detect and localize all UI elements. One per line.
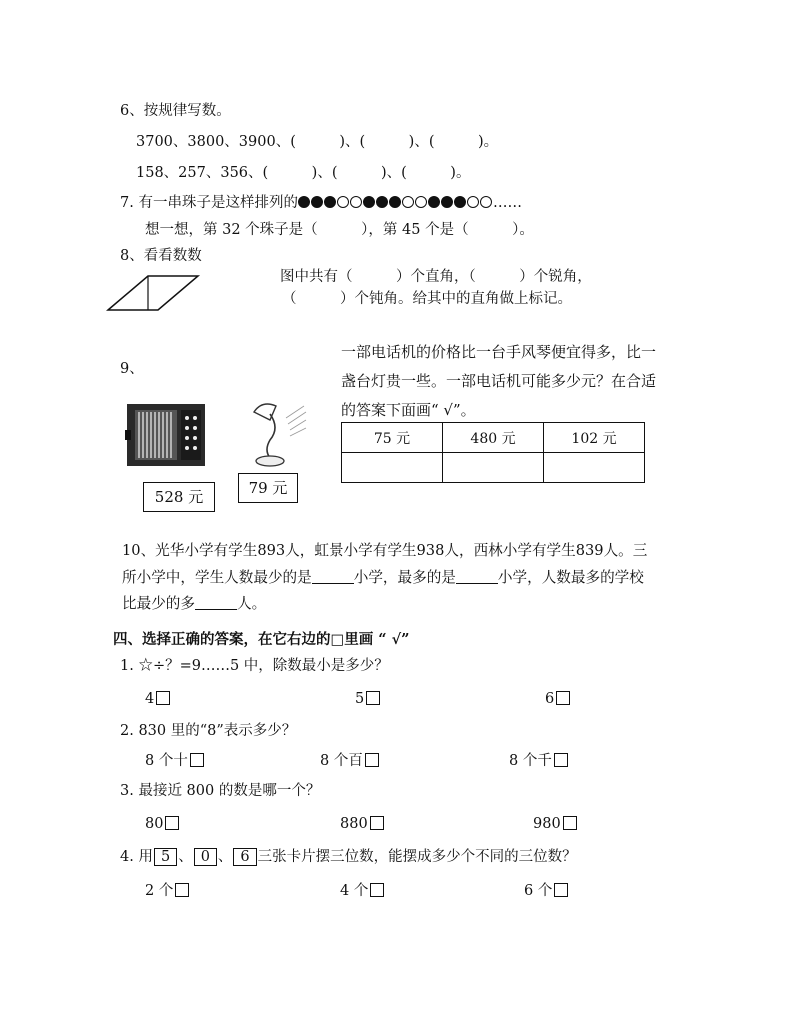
q9-text-3: 的答案下面画“ √”。 [341,401,476,419]
black-bead-icon [311,196,323,208]
checkbox[interactable] [365,753,379,767]
s4-q4-option-a [145,882,189,900]
s4-q1-option-c [545,690,570,708]
q9-text-2: 盏台灯贵一些。一部电话机可能多少元？在合适 [341,372,657,390]
checkbox[interactable] [370,883,384,897]
q7-suffix: …… [492,195,522,211]
option-label: 980 [533,816,561,832]
number-card-6: 6 [233,848,256,866]
white-bead-icon [402,196,414,208]
white-bead-icon [337,196,349,208]
q7-line-1 [120,194,522,212]
checkbox[interactable] [554,753,568,767]
s4-q4-option-b [340,882,384,900]
s4-q4-text [120,848,577,866]
option-label: 80 [145,816,164,832]
answer-blank-most[interactable] [456,569,498,584]
checkbox[interactable] [556,691,570,705]
answer-blank-difference[interactable] [195,595,237,610]
price-option-1: 75 元 [342,423,443,453]
q10-line-3b: 人。 [236,595,267,612]
q9-text-1: 一部电话机的价格比一台手风琴便宜得多，比一 [341,343,657,361]
black-bead-icon [428,196,440,208]
option-label: 6 [545,691,555,707]
q8-title: 8、看看数数 [120,248,202,264]
section-4-title: 四、选择正确的答案，在它右边的□里画 “ √” [113,631,410,648]
checkbox[interactable] [190,753,204,767]
q6-sequence-2: 158、257、356、( )、( )、( )。 [136,165,471,181]
q9-number: 9、 [120,361,144,377]
q10-line-1: 10、光华小学有学生893人，虹景小学有学生938人，西林小学有学生839人。三 [122,542,648,559]
s4-q2-text: 2. 830 里的“8”表示多少？ [120,723,297,739]
bead-sequence [298,195,493,211]
s4-q1-text: 1. ☆÷？=9……5 中，除数最小是多少？ [120,658,389,674]
separator: 、 [217,849,233,865]
checkbox[interactable] [554,883,568,897]
checkbox[interactable] [370,816,384,830]
price-option-3: 102 元 [544,423,645,453]
s4-q2-option-a [145,752,204,770]
q10-line-2a: 所小学中，学生人数最少的是 [122,569,312,586]
option-label: 880 [340,816,368,832]
q10-line-3a: 比最少的多 [122,595,195,612]
black-bead-icon [376,196,388,208]
q7-line-2: 想一想，第 32 个珠子是（ ），第 45 个是（ ）。 [145,222,534,238]
s4-q1-option-a [145,690,170,708]
lamp-price-box: 79 元 [238,473,298,503]
q4-suffix: 三张卡片摆三位数，能摆成多少个不同的三位数？ [257,849,577,865]
checkbox[interactable] [156,691,170,705]
accordion-price-box: 528 元 [143,482,215,512]
white-bead-icon [350,196,362,208]
number-card-5: 5 [154,848,177,866]
answer-blank-least[interactable] [312,569,354,584]
answer-cell-2[interactable] [443,453,544,483]
q7-prefix: 7. 有一串珠子是这样排列的 [120,195,298,211]
checkbox[interactable] [563,816,577,830]
q10-line-3 [122,595,266,613]
parallelogram-figure [106,270,202,314]
answer-cell-3[interactable] [544,453,645,483]
option-label: 6 个 [524,883,553,899]
q10-line-2 [122,569,644,587]
s4-q4-option-c [524,882,568,900]
number-card-0: 0 [194,848,217,866]
s4-q2-option-b [320,752,379,770]
option-label: 2 个 [145,883,174,899]
answer-cell-1[interactable] [342,453,443,483]
q6-title: 6、按规律写数。 [120,103,231,119]
s4-q3-option-b [340,815,384,833]
q10-line-2b: 小学，最多的是 [353,569,456,586]
white-bead-icon [480,196,492,208]
white-bead-icon [467,196,479,208]
s4-q2-option-c [509,752,568,770]
black-bead-icon [298,196,310,208]
q6-sequence-1: 3700、3800、3900、( )、( )、( )。 [136,134,499,150]
checkbox[interactable] [366,691,380,705]
q4-prefix: 4. 用 [120,849,153,865]
separator: 、 [178,849,193,865]
desk-lamp-image [240,398,310,470]
price-option-2: 480 元 [443,423,544,453]
s4-q3-option-c [533,815,577,833]
s4-q3-text: 3. 最接近 800 的数是哪一个？ [120,783,321,799]
white-bead-icon [415,196,427,208]
accordion-image [125,400,213,470]
option-label: 4 个 [340,883,369,899]
s4-q1-option-b [355,690,380,708]
option-label: 8 个千 [509,753,552,769]
price-options-table [341,422,645,483]
black-bead-icon [324,196,336,208]
q8-line-2: （ ）个钝角。给其中的直角做上标记。 [282,291,572,307]
black-bead-icon [363,196,375,208]
option-label: 8 个百 [320,753,363,769]
option-label: 8 个十 [145,753,188,769]
black-bead-icon [441,196,453,208]
option-label: 5 [355,691,365,707]
q10-line-2c: 小学，人数最多的学校 [497,569,644,586]
black-bead-icon [389,196,401,208]
option-label: 4 [145,691,155,707]
black-bead-icon [454,196,466,208]
q8-line-1: 图中共有（ ）个直角，（ ）个锐角， [280,269,592,285]
checkbox[interactable] [175,883,189,897]
checkbox[interactable] [165,816,179,830]
s4-q3-option-a [145,815,179,833]
